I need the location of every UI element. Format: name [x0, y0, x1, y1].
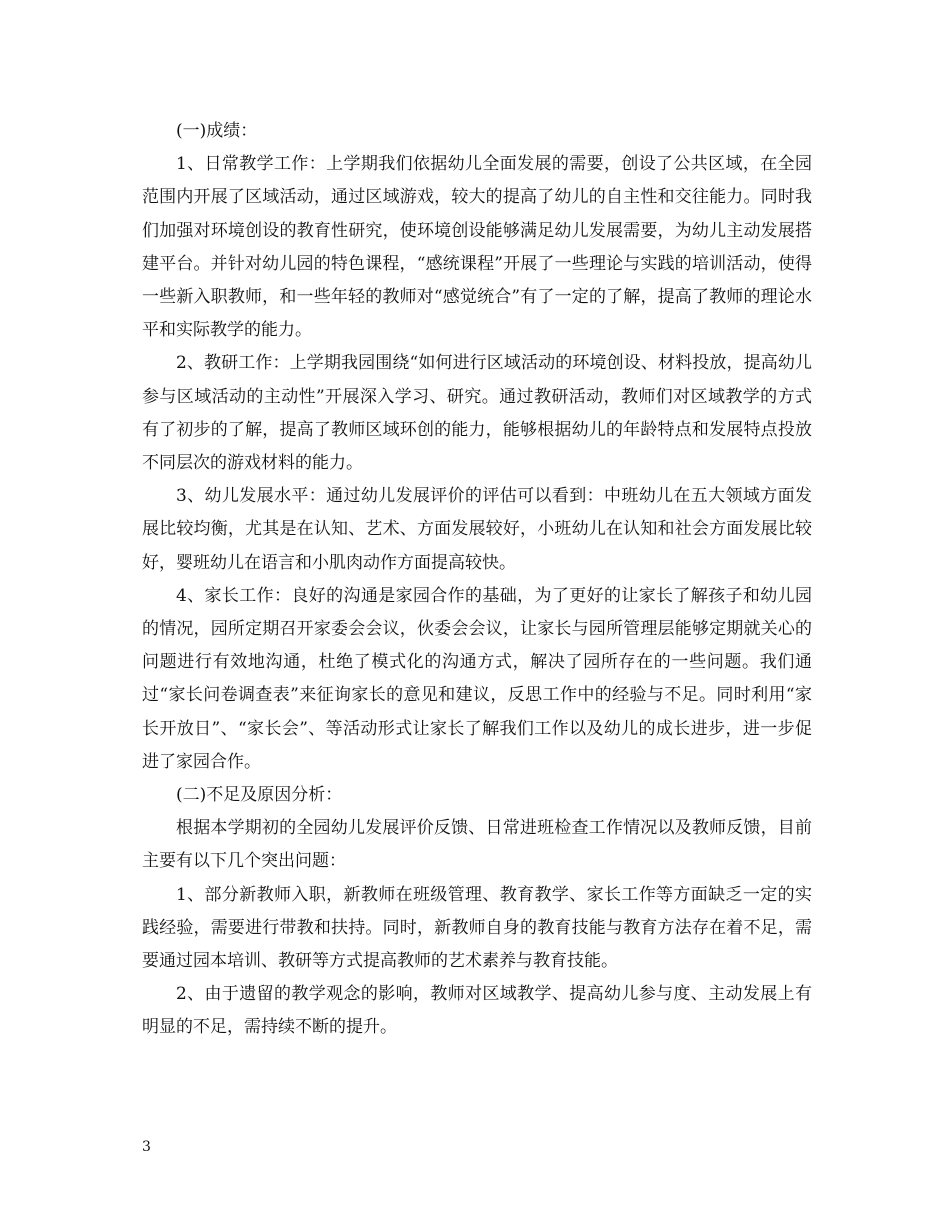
paragraph-problem-new-teachers: 1、部分新教师入职，新教师在班级管理、教育教学、家长工作等方面缺乏一定的实践经验，需要进行带教和扶持。同时，新教师自身的教育技能与教育方法存在着不足，需要通过园本培训、教研等方式提高教师的艺术素养与教育技能。: [142, 884, 812, 972]
paragraph-parent-work: 4、家长工作：良好的沟通是家园合作的基础，为了更好的让家长了解孩子和幼儿园的情况，园所定期召开家委会会议，伙委会会议，让家长与园所管理层能够定期就关心的问题进行有效地沟通，杜绝了模式化的沟通方式，解决了园所存在的一些问题。我们通过“家长问卷调查表”来征询家长的意见和建议，反思工作中的经验与不足。同时利用“家长开放日”、“家长会”、等活动形式让家长了解我们工作以及幼儿的成长进步，进一步促进了家园合作。: [142, 585, 812, 772]
paragraph-problems-intro: 根据本学期初的全园幼儿发展评价反馈、日常进班检查工作情况以及教师反馈，目前主要有以下几个突出问题：: [142, 818, 812, 872]
section-heading-achievements: (一)成绩：: [176, 121, 258, 141]
paragraph-daily-teaching: 1、日常教学工作：上学期我们依据幼儿全面发展的需要，创设了公共区域，在全园范围内开展了区域活动，通过区域游戏，较大的提高了幼儿的自主性和交往能力。同时我们加强对环境创设的教育性研究，使环境创设能够满足幼儿发展需要，为幼儿主动发展搭建平台。并针对幼儿园的特色课程，“感统课程”开展了一些理论与实践的培训活动，使得一些新入职教师，和一些年轻的教师对“感觉统合”有了一定的了解，提高了教师的理论水平和实际教学的能力。: [142, 154, 812, 341]
section-heading-shortcomings: (二)不足及原因分析：: [176, 785, 343, 806]
paragraph-teaching-research: 2、教研工作：上学期我园围绕“如何进行区域活动的环境创设、材料投放，提高幼儿参与区域活动的主动性”开展深入学习、研究。通过教研活动，教师们对区域教学的方式有了初步的了解，提高了教师区域环创的能力，能够根据幼儿的年龄特点和发展特点投放不同层次的游戏材料的能力。: [142, 353, 812, 474]
page-number: 3: [142, 1139, 151, 1155]
document-body: [142, 115, 812, 1045]
paragraph-child-development: 3、幼儿发展水平：通过幼儿发展评价的评估可以看到：中班幼儿在五大领域方面发展比较均衡，尤其是在认知、艺术、方面发展较好，小班幼儿在认知和社会方面发展比较好，婴班幼儿在语言和小肌肉动作方面提高较快。: [142, 486, 812, 573]
paragraph-problem-teaching-concepts: 2、由于遗留的教学观念的影响，教师对区域教学、提高幼儿参与度、主动发展上有明显的不足，需持续不断的提升。: [142, 984, 812, 1038]
